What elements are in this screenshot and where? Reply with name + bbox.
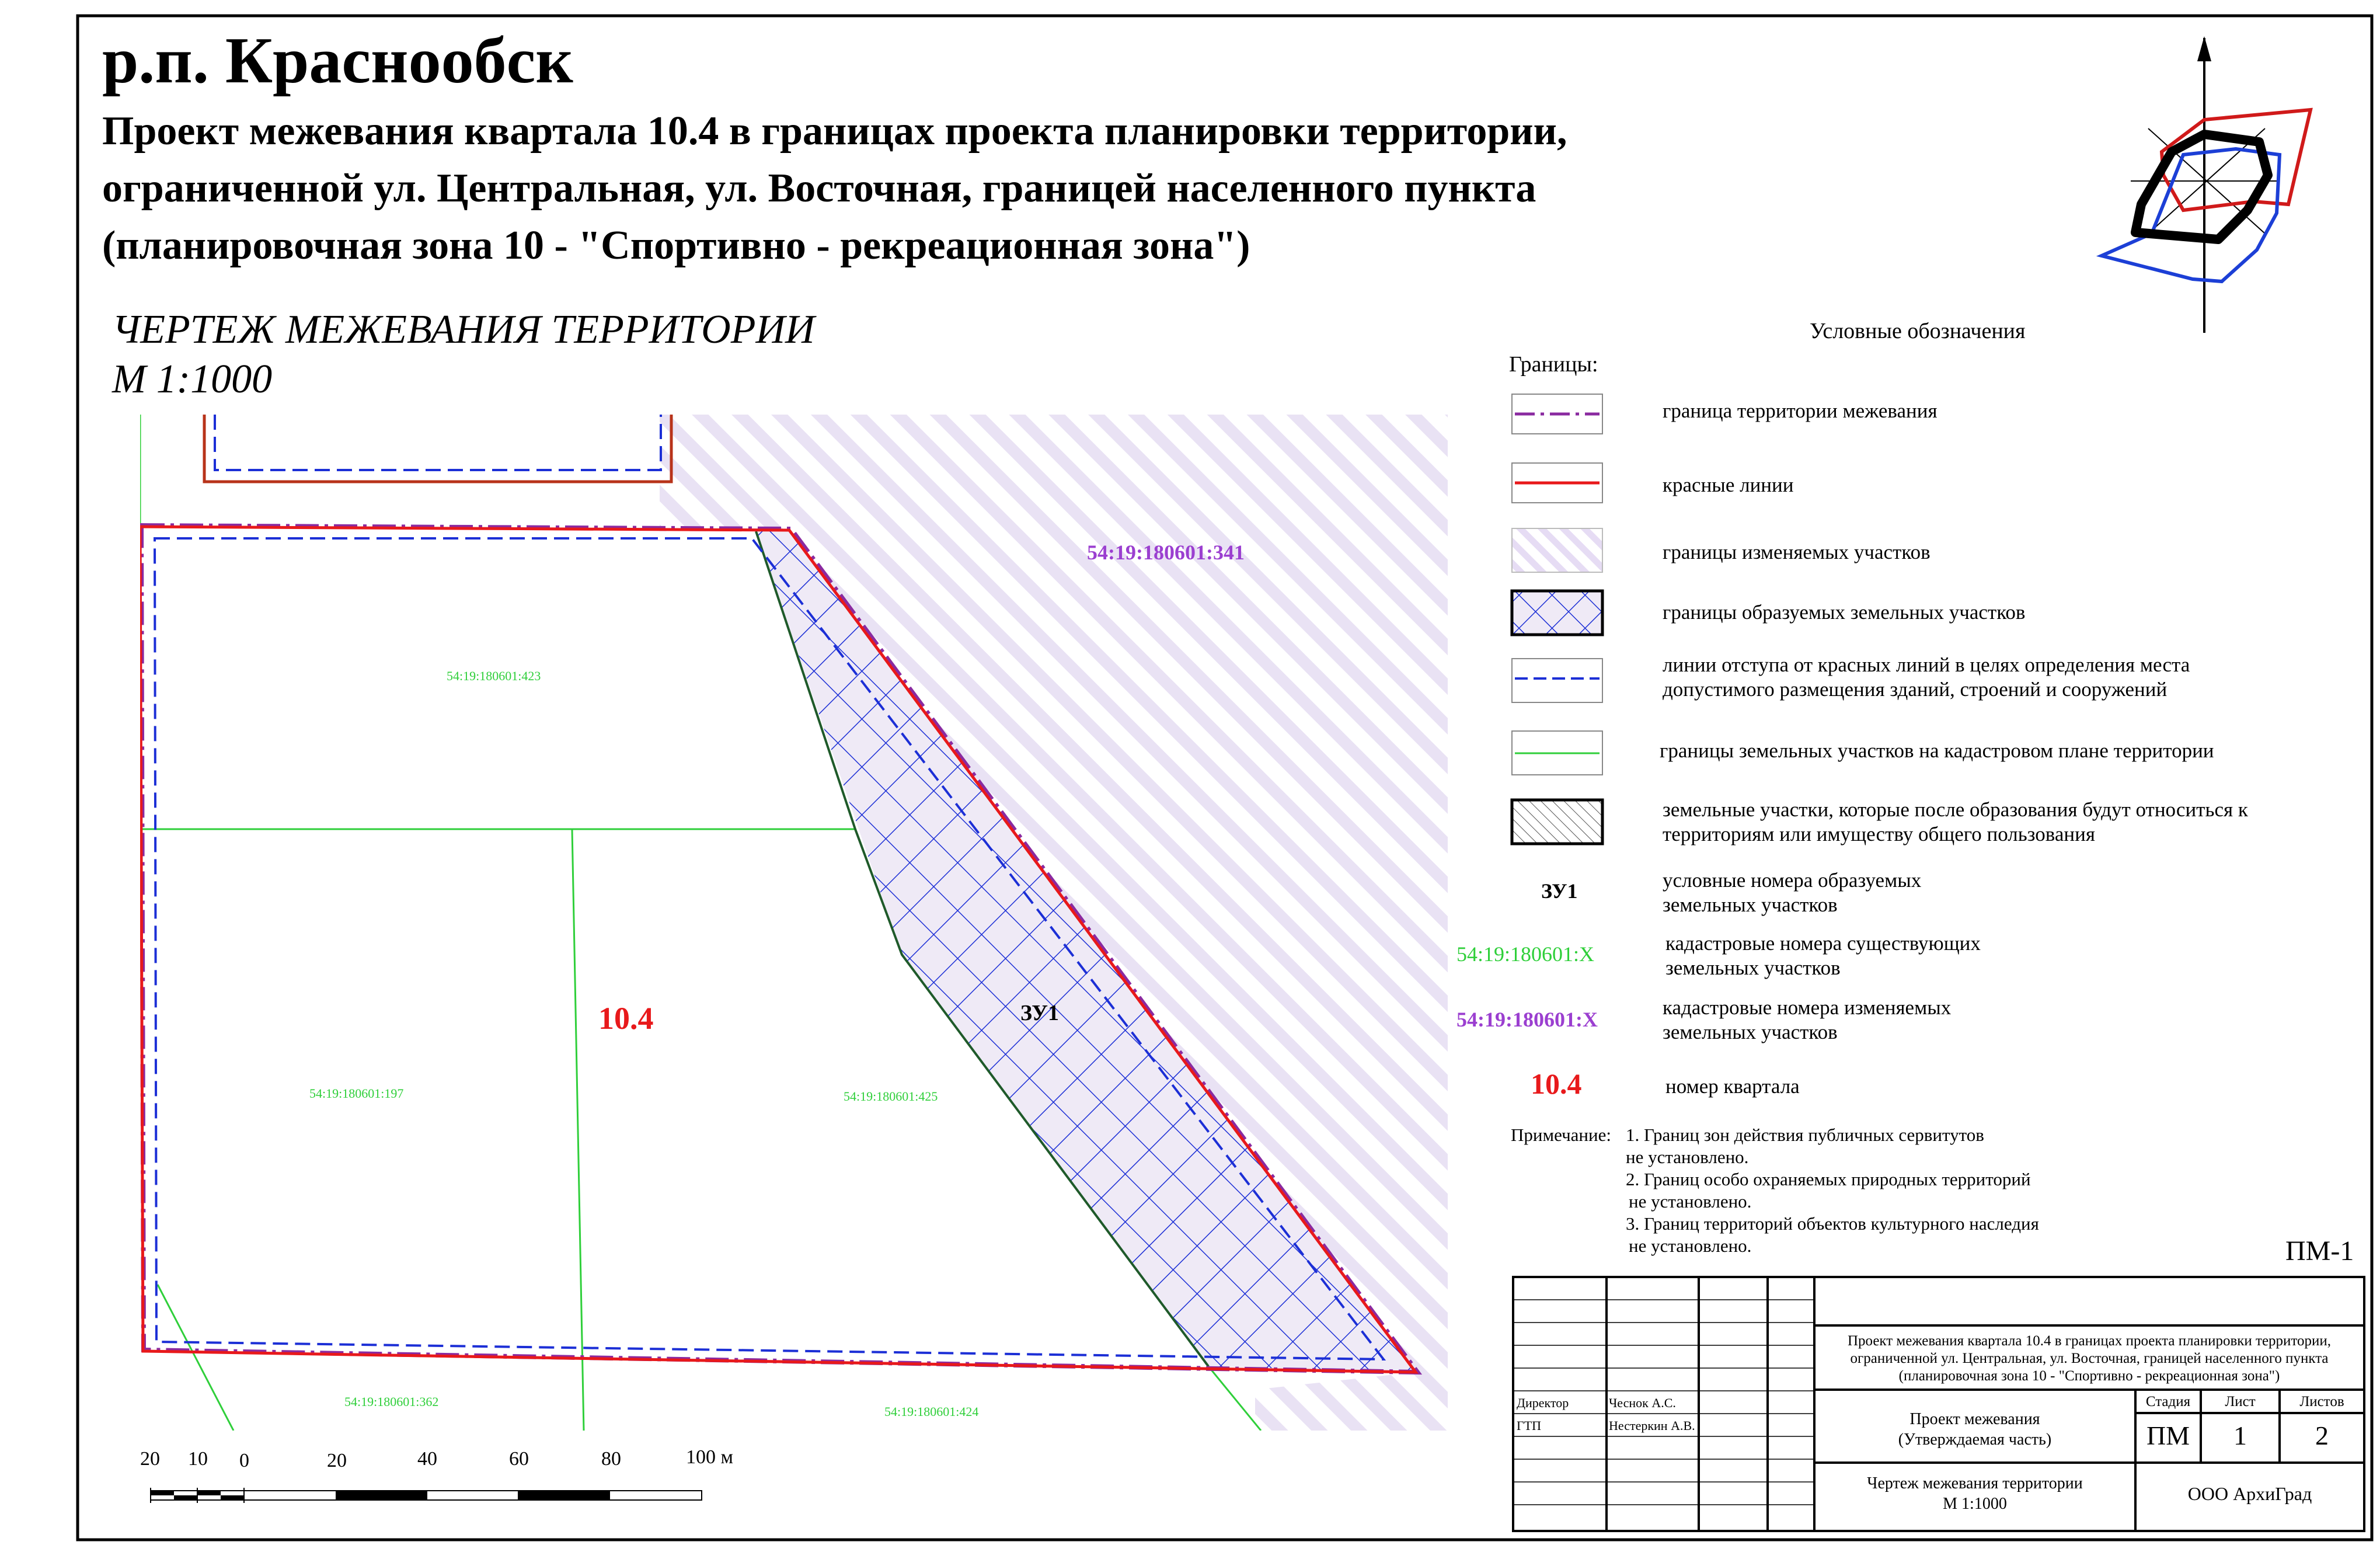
project-title-line-1: Проект межевания квартала 10.4 в границах проекта планировки территории, bbox=[102, 109, 1567, 154]
note-line-4: не установлено. bbox=[1629, 1191, 1752, 1212]
note-line-3: 2. Границ особо охраняемых природных территорий bbox=[1626, 1169, 2031, 1189]
scale-tick-60: 60 bbox=[509, 1448, 529, 1470]
scale-tick-10-left: 10 bbox=[188, 1448, 208, 1470]
stamp-company: ООО АрхиГрад bbox=[2187, 1483, 2312, 1504]
legend-item-changed-parcels: границы изменяемых участков bbox=[1663, 541, 1931, 563]
scale-tick-20-left: 20 bbox=[140, 1448, 160, 1470]
legend-symbol-changed-cadastral: 54:19:180601:X bbox=[1456, 1008, 1598, 1031]
stamp-project-line-1: Проект межевания квартала 10.4 в границах проекта планировки территории, bbox=[1847, 1333, 2332, 1349]
drawing-title: ЧЕРТЕЖ МЕЖЕВАНИЯ ТЕРРИТОРИИ bbox=[112, 307, 815, 352]
legend-symbols bbox=[1512, 394, 1602, 844]
legend-item-existing-cadastral: кадастровые номера существующих земельных участков bbox=[1665, 932, 1981, 979]
parcel-label-197: 54:19:180601:197 bbox=[309, 1086, 404, 1101]
note-line-1: 1. Границ зон действия публичных сервитутов bbox=[1626, 1125, 1984, 1145]
note-line-6: не установлено. bbox=[1629, 1236, 1752, 1256]
note-line-2: не установлено. bbox=[1626, 1147, 1749, 1167]
parcel-label-341: 54:19:180601:341 bbox=[1087, 541, 1245, 564]
cadastral-map[interactable] bbox=[140, 409, 1448, 1431]
scale-tick-20: 20 bbox=[327, 1450, 347, 1471]
legend-item-block-number: номер квартала bbox=[1665, 1075, 1800, 1098]
scale-tick-0: 0 bbox=[239, 1450, 249, 1471]
parcel-label-424: 54:19:180601:424 bbox=[884, 1404, 979, 1419]
stamp-project-line-3: (планировочная зона 10 - "Спортивно - рекреационная зона") bbox=[1898, 1368, 2280, 1384]
legend-symbol-zu1: ЗУ1 bbox=[1541, 879, 1578, 903]
legend-item-new-numbers: условные номера образуемых земельных участков bbox=[1663, 869, 1922, 916]
stamp-project-line-2: ограниченной ул. Центральная, ул. Восточная, границей населенного пункта bbox=[1850, 1351, 2329, 1366]
stamp-name-1: Чеснок А.С. bbox=[1609, 1396, 1676, 1410]
town-name: р.п. Краснообск bbox=[102, 25, 573, 97]
legend-item-cadastral-boundaries: границы земельных участков на кадастровом плане территории bbox=[1660, 739, 2214, 762]
legend-item-survey-boundary: граница территории межевания bbox=[1663, 399, 1938, 422]
stamp-drawing-scale: М 1:1000 bbox=[1943, 1495, 2007, 1513]
legend-symbol-block-number: 10.4 bbox=[1531, 1067, 1582, 1100]
parcel-label-362: 54:19:180601:362 bbox=[344, 1394, 439, 1409]
block-number-label: 10.4 bbox=[598, 1001, 654, 1036]
parcel-label-425: 54:19:180601:425 bbox=[844, 1089, 938, 1104]
legend-section-boundaries: Границы: bbox=[1509, 352, 1598, 377]
legend-item-public-use: земельные участки, которые после образования будут относиться к территориям или имуществу общего пользования bbox=[1663, 798, 2248, 845]
scale-tick-100: 100 м bbox=[686, 1446, 734, 1468]
scale-tick-40: 40 bbox=[417, 1448, 437, 1470]
parcel-label-423: 54:19:180601:423 bbox=[447, 669, 541, 683]
scale-tick-80: 80 bbox=[601, 1448, 621, 1470]
legend-item-setback-lines: линии отступа от красных линий в целях определения места допустимого размещения зданий, строений и сооружений bbox=[1663, 653, 2190, 701]
stamp-value-stage: ПМ bbox=[2146, 1421, 2190, 1450]
stamp-value-sheet: 1 bbox=[2233, 1421, 2247, 1450]
stamp-role-1: Директор bbox=[1517, 1396, 1569, 1410]
stamp-part-subtitle: (Утверждаемая часть) bbox=[1898, 1431, 2052, 1449]
stamp-header-sheet: Лист bbox=[2225, 1394, 2256, 1410]
stamp-value-sheets: 2 bbox=[2315, 1421, 2329, 1450]
note-line-5: 3. Границ территорий объектов культурного наследия bbox=[1626, 1213, 2039, 1234]
wind-rose bbox=[2102, 36, 2311, 333]
scale-bar bbox=[151, 1488, 702, 1503]
drawing-scale: М 1:1000 bbox=[112, 357, 273, 402]
notes-label: Примечание: bbox=[1511, 1125, 1611, 1145]
legend-item-red-lines: красные линии bbox=[1663, 474, 1794, 496]
stamp-header-sheets: Листов bbox=[2299, 1394, 2344, 1410]
stamp-header-stage: Стадия bbox=[2145, 1394, 2191, 1410]
stamp-drawing-name: Чертеж межевания территории bbox=[1867, 1474, 2083, 1492]
project-title-line-3: (планировочная зона 10 - "Спортивно - рекреационная зона") bbox=[102, 223, 1250, 268]
zu1-label: ЗУ1 bbox=[1020, 1001, 1059, 1025]
legend-item-formed-parcels: границы образуемых земельных участков bbox=[1663, 601, 2026, 624]
legend-symbol-existing-cadastral: 54:19:180601:X bbox=[1456, 942, 1595, 966]
stamp-part-title: Проект межевания bbox=[1909, 1410, 2040, 1428]
stamp-role-2: ГТП bbox=[1517, 1418, 1542, 1433]
stamp-name-2: Нестеркин А.В. bbox=[1609, 1418, 1695, 1433]
legend-title: Условные обозначения bbox=[1810, 319, 2026, 343]
project-title-line-2: ограниченной ул. Центральная, ул. Восточная, границей населенного пункта bbox=[102, 166, 1536, 211]
legend-item-changed-cadastral: кадастровые номера изменяемых земельных участков bbox=[1663, 996, 1952, 1043]
sheet-code: ПМ-1 bbox=[2285, 1236, 2354, 1266]
